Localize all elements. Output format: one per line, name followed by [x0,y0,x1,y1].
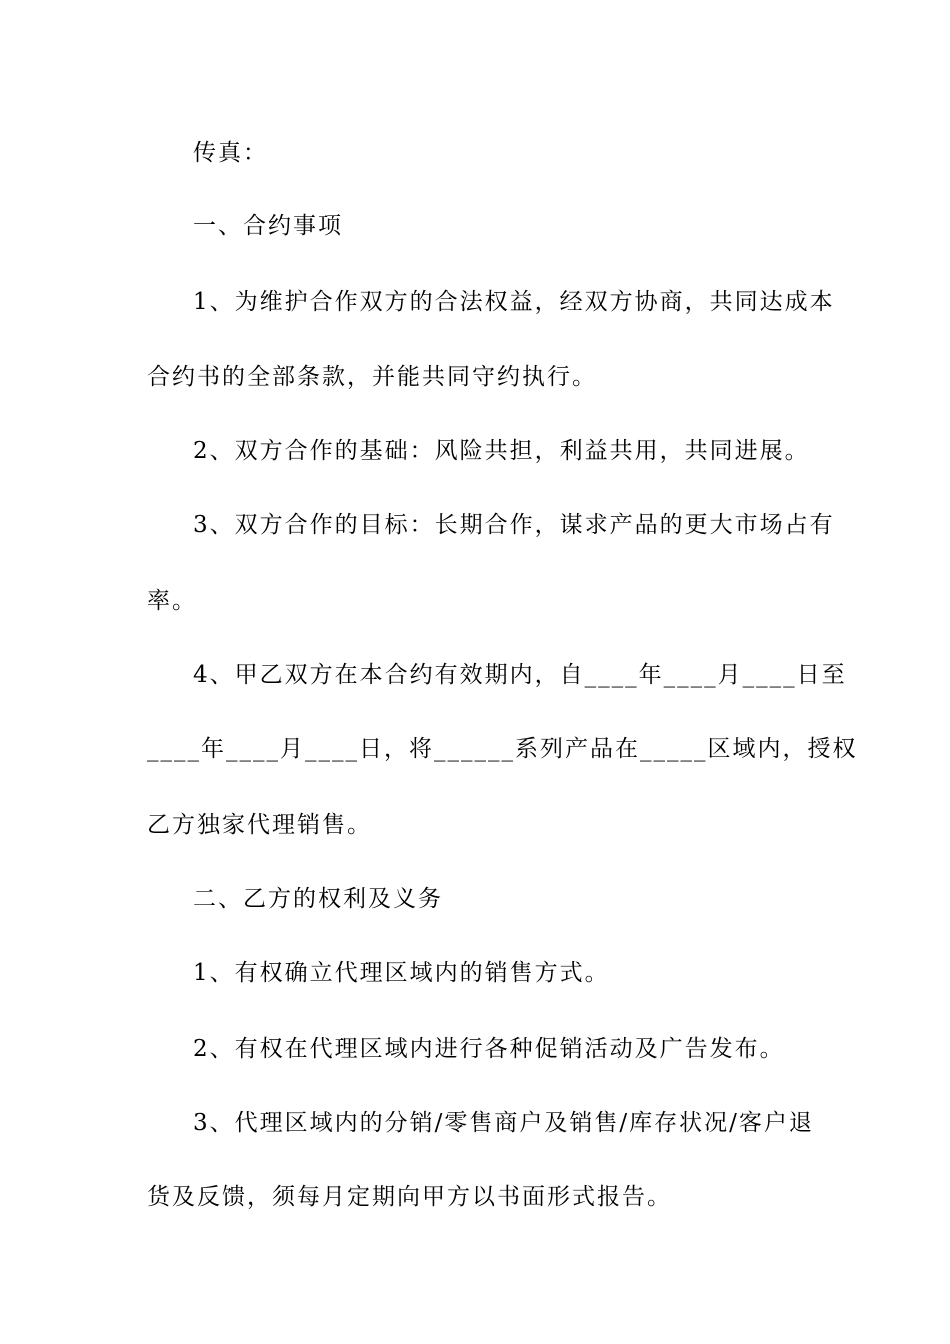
section-2-heading: 二、乙方的权利及义务 [193,886,443,912]
section-1-heading: 一、合约事项 [193,213,343,239]
section-2-item-3-line-2: 货及反馈，须每月定期向甲方以书面形式报告。 [147,1184,672,1210]
section-1-item-2: 2、双方合作的基础：风险共担，利益共用，共同进展。 [193,438,810,464]
section-1-item-4-line-3: 乙方独家代理销售。 [147,812,372,838]
section-1-item-4-line-1: 4、甲乙双方在本合约有效期内，自____年____月____日至 [193,662,847,688]
section-1-item-3-line-2: 率。 [147,588,197,614]
section-1-item-1-line-2: 合约书的全部条款，并能共同守约执行。 [147,364,597,390]
section-1-item-3-line-1: 3、双方合作的目标：长期合作，谋求产品的更大市场占有 [193,512,835,538]
fax-label: 传真： [193,140,268,166]
section-1-item-1-line-1: 1、为维护合作双方的合法权益，经双方协商，共同达成本 [193,289,835,315]
section-1-item-4-line-2: ____年____月____日，将______系列产品在_____区域内，授权 [147,736,858,762]
section-2-item-2: 2、有权在代理区域内进行各种促销活动及广告发布。 [193,1036,785,1062]
section-2-item-1: 1、有权确立代理区域内的销售方式。 [193,960,610,986]
section-2-item-3-line-1: 3、代理区域内的分销/零售商户及销售/库存状况/客户退 [193,1110,814,1136]
